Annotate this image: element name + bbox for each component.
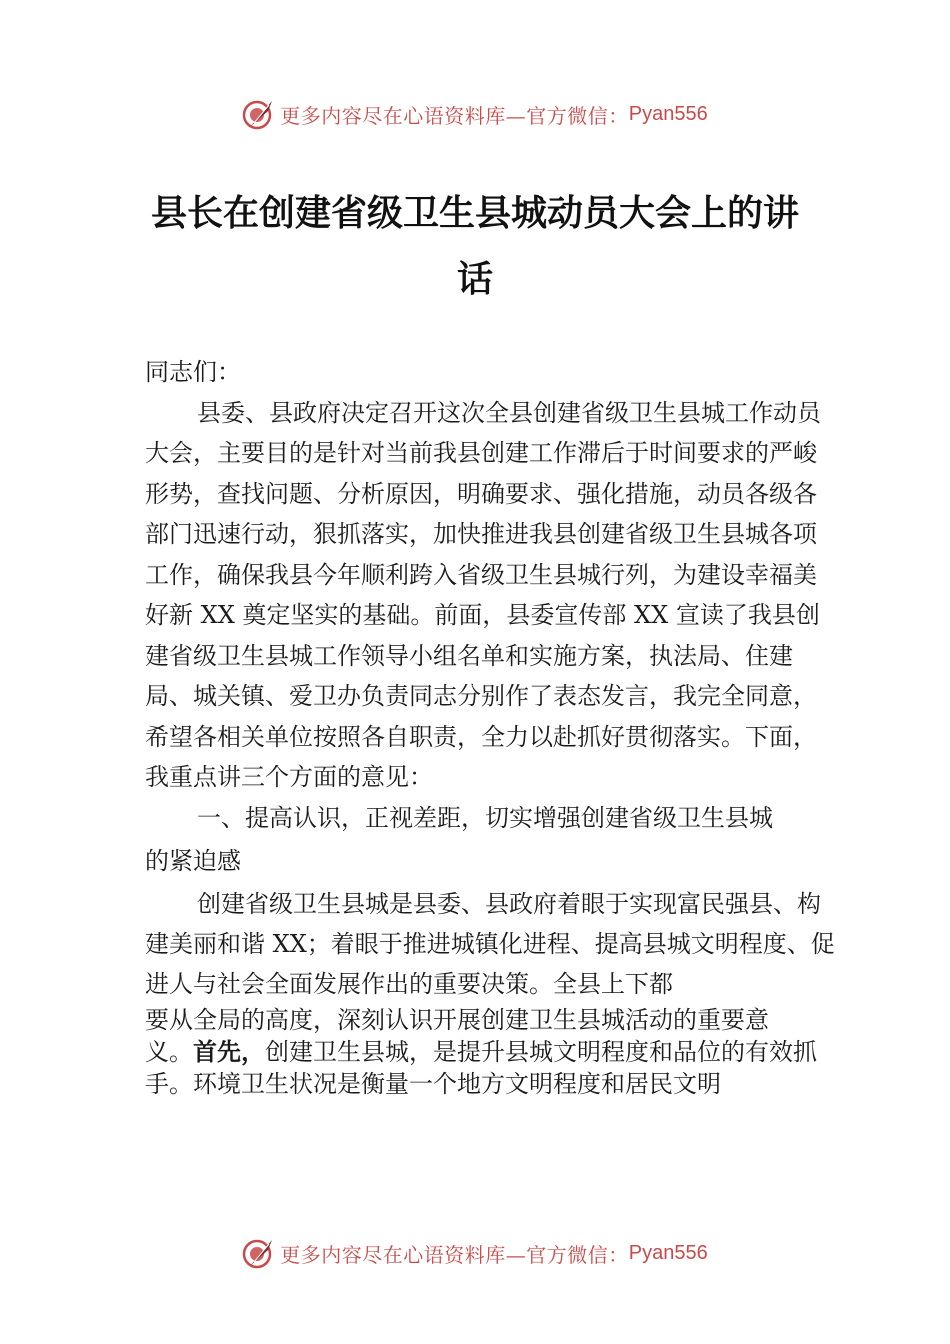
- section-heading-1-cont: 的紧迫感: [145, 847, 241, 875]
- watermark-header: [0, 94, 950, 134]
- watermark-wechat-id: Pyan556: [628, 1241, 708, 1264]
- salutation: 同志们：: [145, 358, 241, 386]
- watermark-text: 更多内容尽在心语资料库—官方微信：: [280, 1242, 629, 1267]
- paragraph-2: 创建省级卫生县城是县委、县政府着眼于实现富民强县、构建美丽和谐 XX；着眼于推进城镇化进程、提高县城文明程度、促进人与社会全面发展作出的重要决策。全县上下都: [145, 890, 835, 998]
- paragraph-3-rest: 创建卫生县城，是提升县城文明程度和品位的有效抓手。环境卫生状况是衡量一个地方文明程度和居民文明: [145, 1038, 817, 1098]
- quill-seal-icon: [242, 1236, 276, 1270]
- paragraph-3-start: 义。: [145, 1038, 193, 1066]
- title-line-2: 话: [456, 258, 493, 300]
- title-line-1: 县长在创建省级卫生县城动员大会上的讲: [150, 192, 799, 234]
- paragraph-3-bold-lead: 首先，: [193, 1038, 265, 1066]
- paragraph-3-line-1: 要从全局的高度，深刻认识开展创建卫生县城活动的重要意: [145, 1006, 769, 1034]
- watermark-wechat-id: Pyan556: [628, 102, 708, 125]
- watermark-footer: [0, 1233, 950, 1273]
- paragraph-3: [145, 1036, 835, 1100]
- watermark-text: 更多内容尽在心语资料库—官方微信：: [280, 103, 629, 128]
- document-body: [145, 352, 835, 1100]
- paragraph-intro: 县委、县政府决定召开这次全县创建省级卫生县城工作动员大会，主要目的是针对当前我县创建工作滞后于时间要求的严峻形势，查找问题、分析原因，明确要求、强化措施，动员各级各部门迅速行动，狠抓落实，加快推进我县创建省级卫生县城各项工作，确保我县今年顺利跨入省级卫生县城行列，为建设幸福美好新 XX 奠定坚实的基础。前面，县委宣传部 XX 宣读了我县创建省级卫生县城工作领导小组名单和实施方案，执法局、住建局、城关镇、爱卫办负责同志分别作了表态发言，我完全同意，希望各相关单位按照各自职责，全力以赴抓好贯彻落实。下面，我重点讲三个方面的意见：: [145, 398, 821, 791]
- section-heading-1: 一、提高认识，正视差距，切实增强创建省级卫生县城: [197, 803, 773, 832]
- document-title: [120, 180, 830, 312]
- quill-seal-icon: [242, 97, 276, 131]
